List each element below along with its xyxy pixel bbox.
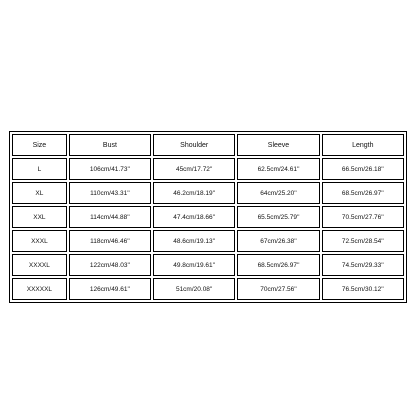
table-row bbox=[12, 278, 404, 300]
cell-size: XXL bbox=[12, 206, 67, 228]
cell-bust: 110cm/43.31'' bbox=[69, 182, 151, 204]
table-row bbox=[12, 230, 404, 252]
cell-shoulder: 48.6cm/19.13'' bbox=[153, 230, 235, 252]
header-sleeve: Sleeve bbox=[237, 134, 319, 156]
header-shoulder: Shoulder bbox=[153, 134, 235, 156]
cell-length: 74.5cm/29.33'' bbox=[322, 254, 404, 276]
cell-shoulder: 47.4cm/18.66'' bbox=[153, 206, 235, 228]
cell-sleeve: 65.5cm/25.79'' bbox=[237, 206, 319, 228]
table-row bbox=[12, 206, 404, 228]
cell-size: XL bbox=[12, 182, 67, 204]
cell-shoulder: 51cm/20.08'' bbox=[153, 278, 235, 300]
cell-shoulder: 46.2cm/18.19'' bbox=[153, 182, 235, 204]
cell-sleeve: 62.5cm/24.61'' bbox=[237, 158, 319, 180]
table-row bbox=[12, 254, 404, 276]
cell-length: 72.5cm/28.54'' bbox=[322, 230, 404, 252]
header-bust: Bust bbox=[69, 134, 151, 156]
cell-length: 70.5cm/27.76'' bbox=[322, 206, 404, 228]
cell-size: XXXXL bbox=[12, 254, 67, 276]
cell-sleeve: 68.5cm/26.97'' bbox=[237, 254, 319, 276]
cell-length: 76.5cm/30.12'' bbox=[322, 278, 404, 300]
header-size: Size bbox=[12, 134, 67, 156]
cell-shoulder: 45cm/17.72'' bbox=[153, 158, 235, 180]
size-chart-table bbox=[9, 131, 407, 303]
cell-length: 68.5cm/26.97'' bbox=[322, 182, 404, 204]
table-header-row bbox=[12, 134, 404, 156]
cell-length: 66.5cm/26.18'' bbox=[322, 158, 404, 180]
cell-bust: 118cm/46.46'' bbox=[69, 230, 151, 252]
cell-size: XXXL bbox=[12, 230, 67, 252]
table-row bbox=[12, 158, 404, 180]
cell-bust: 114cm/44.88'' bbox=[69, 206, 151, 228]
cell-size: XXXXXL bbox=[12, 278, 67, 300]
table-row bbox=[12, 182, 404, 204]
header-length: Length bbox=[322, 134, 404, 156]
cell-sleeve: 67cm/26.38'' bbox=[237, 230, 319, 252]
cell-bust: 122cm/48.03'' bbox=[69, 254, 151, 276]
cell-sleeve: 70cm/27.56'' bbox=[237, 278, 319, 300]
cell-size: L bbox=[12, 158, 67, 180]
cell-bust: 126cm/49.61'' bbox=[69, 278, 151, 300]
cell-sleeve: 64cm/25.20'' bbox=[237, 182, 319, 204]
cell-bust: 106cm/41.73'' bbox=[69, 158, 151, 180]
cell-shoulder: 49.8cm/19.61'' bbox=[153, 254, 235, 276]
